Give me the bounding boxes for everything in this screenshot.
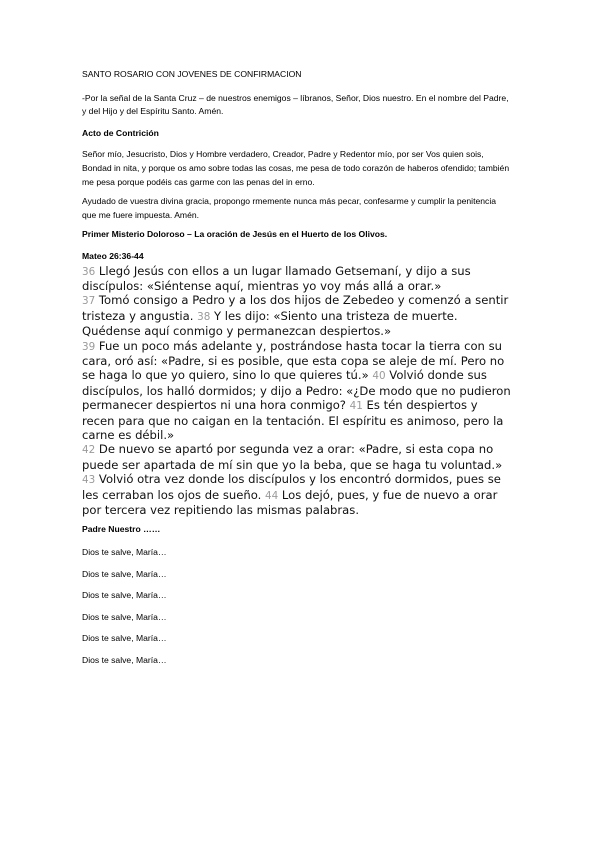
hail-mary-line: Dios te salve, María… [82, 590, 167, 601]
verse-number: 44 [265, 489, 279, 502]
verse-text: Y les dijo: «Siento una tristeza de muerte. Quédense aquí conmigo y permanezcan despiertos.» [82, 308, 458, 339]
verse-text: Volvió otra vez donde los discípulos y los encontró dormidos, pues se les cerraban los ojos de sueño. [82, 472, 501, 502]
verse-number: 38 [197, 310, 211, 323]
verse-text: Fue un poco más adelante y, postrándose hasta tocar la tierra con su cara, oró así: «Padre, si es posible, que esta copa se aleje de mí. Pero no se haga lo que yo quiero, sino lo que quieres tú.» [82, 338, 505, 383]
document-title: SANTO ROSARIO CON JOVENES DE CONFIRMACION [82, 69, 302, 79]
verse-text: Tomó consigo a Pedro y a los dos hijos de Zebedeo y comenzó a sentir tristeza y angustia. [82, 293, 509, 323]
verse-number: 39 [82, 340, 96, 353]
contrition-heading: Acto de Contrición [82, 127, 159, 138]
verse-text: Es tén despiertos y recen para que no caigan en la tentación. El espíritu es animoso, pero la carne es débil.» [82, 398, 504, 442]
verse-number: 41 [349, 400, 363, 413]
verse-text: Llegó Jesús con ellos a un lugar llamado Getsemaní, y dijo a sus discípulos: «Siéntense aquí, mientras yo voy más allá a orar.» [82, 263, 471, 293]
verse-number: 37 [82, 295, 96, 308]
verse-paragraph-2 [82, 293, 512, 338]
contrition-paragraph-1: Señor mío, Jesucristo, Dios y Hombre verdadero, Creador, Padre y Redentor mío, por ser Vos quien sois, Bondad in nita, y porque os amo sobre todas las cosas, me pesa de todo corazón de haberos ofendido; también me pesa porque podéis cas garme con las penas del in erno. [82, 149, 510, 187]
hail-mary-line: Dios te salve, María… [82, 655, 167, 665]
hail-mary-line: Dios te salve, María… [82, 633, 167, 644]
hail-mary-list [82, 546, 512, 667]
our-father-line: Padre Nuestro …… [82, 524, 161, 535]
hail-mary-line: Dios te salve, María… [82, 568, 167, 579]
hail-mary-line: Dios te salve, María… [82, 547, 167, 558]
hail-mary-line: Dios te salve, María… [82, 611, 167, 622]
verse-number: 36 [82, 265, 96, 278]
verse-text: Los dejó, pues, y fue de nuevo a orar por tercera vez repitiendo las mismas palabras. [82, 487, 498, 518]
verse-number: 42 [82, 444, 96, 457]
contrition-paragraph-2: Ayudado de vuestra divina gracia, propongo rmemente nunca más pecar, confesarme y cumplir la penitencia que me fuere impuesta. Amén. [82, 196, 497, 220]
scripture-reference: Mateo 26:36-44 [82, 250, 144, 261]
verse-paragraph-4 [82, 442, 512, 517]
verse-number: 43 [82, 474, 96, 487]
verse-number: 40 [372, 370, 386, 383]
verse-paragraph-3 [82, 339, 512, 443]
mystery-heading: Primer Misterio Doloroso – La oración de Jesús en el Huerto de los Olivos. [82, 229, 388, 240]
document-body [82, 68, 512, 667]
sign-of-cross-paragraph: -Por la señal de la Santa Cruz – de nuestros enemigos – líbranos, Señor, Dios nuestro. En el nombre del Padre, y del Hijo y del Espíritu Santo. Amén. [82, 92, 509, 117]
verse-text: De nuevo se apartó por segunda vez a orar: «Padre, si esta copa no puede ser apartada de mí sin que yo la beba, que se haga tu voluntad.» [82, 442, 503, 472]
verse-text: Volvió donde sus discípulos, los halló dormidos; y dijo a Pedro: «¿De modo que no pudieron permanecer despiertos ni una hora conmigo? [82, 368, 511, 413]
verse-paragraph-1 [82, 264, 512, 294]
